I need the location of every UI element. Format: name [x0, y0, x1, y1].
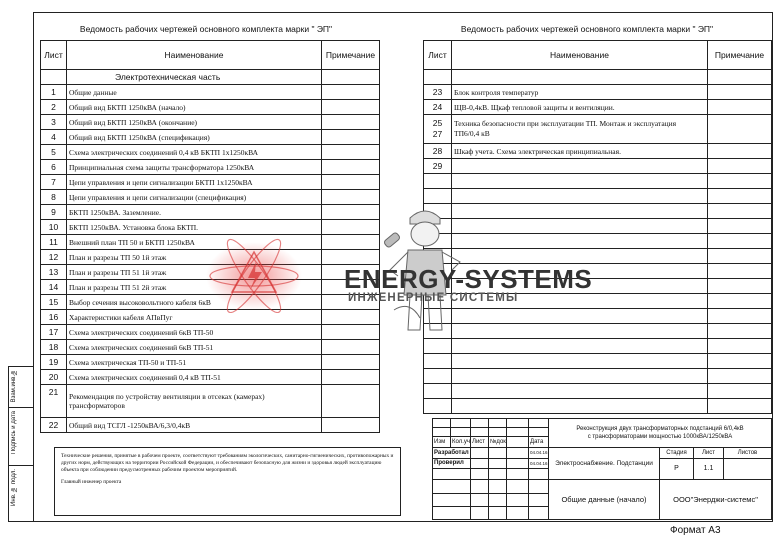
compliance-note [54, 447, 401, 516]
table-header-row [424, 41, 772, 70]
row-number: 24 [424, 100, 452, 115]
table-row [41, 355, 380, 370]
row-name: Блок контроля температур [452, 85, 708, 100]
header-note: Примечание [322, 41, 380, 70]
row-number: 21 [41, 385, 67, 418]
document-title: Общие данные (начало) [549, 480, 660, 520]
table-row [41, 370, 380, 385]
left-drawings-table [40, 40, 380, 433]
table-row [41, 418, 380, 433]
header-sheet: Лист [424, 41, 452, 70]
section-name: Электроснабжение. Подстанции [549, 447, 660, 480]
row-number: 4 [41, 130, 67, 145]
section-row [41, 70, 380, 85]
checked-date: 04.04.16 [529, 458, 549, 469]
brand-subtitle: ИНЖЕНЕРНЫЕ СИСТЕМЫ [348, 292, 519, 304]
sidebar-cell-inv-replace [9, 367, 33, 408]
binding-sidebar [8, 366, 34, 522]
row-name: Характеристики кабеля АПвПуг [67, 310, 322, 325]
row-name: Цепи управления и цепи сигнализации БКТП 1х1250кВА [67, 175, 322, 190]
row-name: Схема электрическая ТП-50 и ТП-51 [67, 355, 322, 370]
table-row [424, 144, 772, 159]
row-name: Общий вид БКТП 1250кВА (начало) [67, 100, 322, 115]
table-row [424, 159, 772, 174]
checked-label: Проверил [433, 458, 471, 469]
row-number: 9 [41, 205, 67, 220]
project-title: Реконструкция двух трансформаторных подстанций 6/0,4кВ [576, 425, 744, 432]
table-row [41, 115, 380, 130]
row-number: 6 [41, 160, 67, 175]
energy-atom-logo [204, 238, 304, 313]
row-number: 16 [41, 310, 67, 325]
row-number: 18 [41, 340, 67, 355]
sidebar-cell-inv-orig [9, 465, 33, 521]
right-drawings-table [423, 40, 772, 414]
row-number: 19 [41, 355, 67, 370]
row-name: ЩВ-0,4кВ. Щкаф тепловой защиты и вентиляции. [452, 100, 708, 115]
sign-date-label: Подпись и дата [11, 411, 17, 455]
table-row [41, 160, 380, 175]
row-number: 3 [41, 115, 67, 130]
paper-format: Формат А3 [670, 525, 721, 536]
header-name: Наименование [452, 41, 708, 70]
row-name-cont: ТП6/0,4 кВ [454, 129, 490, 138]
company-name: ООО"Энерджи-системс" [660, 480, 772, 520]
row-number: 13 [41, 265, 67, 280]
row-name: Общий вид БКТП 1250кВА (спецификация) [67, 130, 322, 145]
row-name: План и разрезы ТП 51 1й этаж [67, 265, 322, 280]
row-number: 23 [424, 85, 452, 100]
project-title-cont: с трансформаторами мощностью 1000кВА/1250кВА [587, 433, 733, 440]
header-name: Наименование [67, 41, 322, 70]
row-name: Схема электрических соединений 6кВ ТП-50 [67, 325, 322, 340]
brand-name: ENERGY-SYSTEMS [344, 264, 593, 294]
row-number: 7 [41, 175, 67, 190]
row-name-cont: трансформаторов [69, 401, 125, 410]
table-row [41, 130, 380, 145]
inv-replace-label: Взам.инв.№ [11, 369, 17, 403]
header-note: Примечание [708, 41, 772, 70]
col-doc: №док [489, 436, 507, 447]
table-header-row [41, 41, 380, 70]
row-number: 28 [424, 144, 452, 159]
right-sheet-title: Ведомость рабочих чертежей основного комплекта марки " ЭП" [460, 24, 714, 34]
table-row [41, 325, 380, 340]
row-name: БКТП 1250кВА. Заземление. [67, 205, 322, 220]
row-number: 22 [41, 418, 67, 433]
header-sheet: Лист [41, 41, 67, 70]
stage-header: Стадия [660, 447, 694, 458]
section-title: Электротехническая часть [67, 70, 322, 85]
row-name: Схема электрических соединений 6кВ ТП-51 [67, 340, 322, 355]
developed-date: 04.04.16 [529, 447, 549, 458]
sidebar-cell-sign-date [9, 407, 33, 466]
table-row [424, 115, 772, 144]
row-number: 5 [41, 145, 67, 160]
row-number: 14 [41, 280, 67, 295]
row-name: Выбор сечения высоковольтного кабеля 6кВ [67, 295, 322, 310]
row-number: 11 [41, 235, 67, 250]
row-name: Принципиальная схема защиты трансформатора 1250кВА [67, 160, 322, 175]
row-number: 2 [41, 100, 67, 115]
row-name: Общий вид БКТП 1250кВА (окончание) [67, 115, 322, 130]
row-name: Общий вид ТСГЛ -1250кВА/6,3/0,4кВ [67, 418, 322, 433]
note-text: Технические решения, принятые в рабочем проекте, соответствуют требованиям экологических, санитарно-гигиенических, противопожарных и других норм, действующих на территории Российской Федерации, и обеспечивают безопасную для жизни и здоровья людей эксплуатацию объекта при соблюдении предусмотренных рабочим проектом мероприятий. [61, 453, 394, 473]
row-number: 25 [432, 118, 443, 128]
title-block [432, 418, 772, 520]
row-number: 1 [41, 85, 67, 100]
table-row [41, 205, 380, 220]
sheets-header: Листов [724, 447, 772, 458]
table-row [41, 100, 380, 115]
sheet-header: Лист [694, 447, 724, 458]
table-row [41, 220, 380, 235]
left-sheet-title: Ведомость рабочих чертежей основного комплекта марки " ЭП" [79, 24, 333, 34]
developed-label: Разработал [433, 447, 471, 458]
sheets-value [724, 458, 772, 480]
note-signature: Главный инженер проекта [61, 479, 122, 485]
row-name: Общие данные [67, 85, 322, 100]
row-name: Техника безопасности при эксплуатации ТП. Монтаж и эксплуатация [454, 119, 677, 128]
row-name: План и разрезы ТП 50 1й этаж [67, 250, 322, 265]
row-name: Рекомендация по устройству вентиляции в отсеках (камерах) [69, 392, 265, 401]
row-name [452, 159, 708, 174]
row-number: 29 [424, 159, 452, 174]
row-name: Цепи управления и цепи сигнализации (спецификация) [67, 190, 322, 205]
row-name: Схема электрических соединений 0,4 кВ БКТП 1х1250кВА [67, 145, 322, 160]
row-number: 8 [41, 190, 67, 205]
sheet-value: 1.1 [694, 458, 724, 480]
row-number: 12 [41, 250, 67, 265]
col-sheet: Лист [471, 436, 489, 447]
table-row [41, 145, 380, 160]
row-number: 10 [41, 220, 67, 235]
col-qty: Кол.уч [451, 436, 471, 447]
table-row [41, 175, 380, 190]
row-name: Шкаф учета. Схема электрическая принципиальная. [452, 144, 708, 159]
row-name: План и разрезы ТП 51 2й этаж [67, 280, 322, 295]
row-number: 17 [41, 325, 67, 340]
row-name: БКТП 1250кВА. Установка блока БКТП. [67, 220, 322, 235]
table-row [424, 85, 772, 100]
row-name: Внешний план ТП 50 и БКТП 1250кВА [67, 235, 322, 250]
table-row [41, 190, 380, 205]
col-date: Дата [529, 436, 549, 447]
col-change: Изм [433, 436, 451, 447]
row-name: Схема электрических соединений 0,4 кВ ТП-51 [67, 370, 322, 385]
stage-value: Р [660, 458, 694, 480]
table-row [41, 385, 380, 418]
row-number: 15 [41, 295, 67, 310]
table-row [41, 340, 380, 355]
row-number-end: 27 [432, 129, 443, 139]
row-number: 20 [41, 370, 67, 385]
table-row [424, 100, 772, 115]
table-row [41, 85, 380, 100]
inv-orig-label: Инв. № подл. [11, 469, 17, 506]
